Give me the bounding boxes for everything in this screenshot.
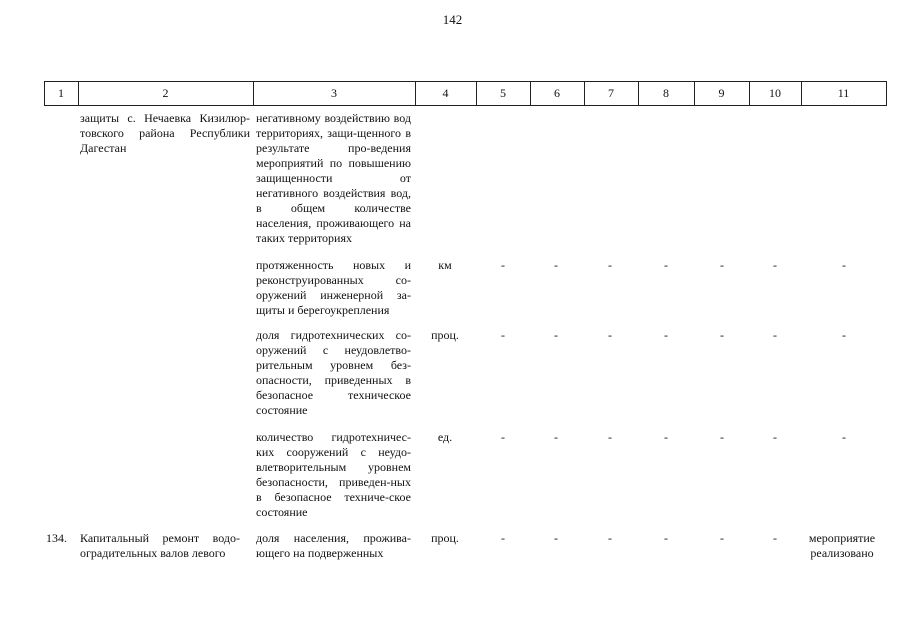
measure-name-cell: защиты с. Нечаевка Кизилюр-товского района Республики Дагестан xyxy=(80,111,250,155)
indicator-cell: доля гидротехнических со-оружений с неудовлетво-рительным уровнем без-опасности, приведенных в безопасное техническое состояние xyxy=(256,328,411,417)
header-cell: 9 xyxy=(718,86,725,100)
value-cell: - xyxy=(773,430,777,444)
row-number-cell: 134. xyxy=(46,531,67,545)
value-cell: - xyxy=(773,258,777,272)
header-cell: 10 xyxy=(769,86,781,100)
value-cell: - xyxy=(554,258,558,272)
header-cell: 1 xyxy=(58,86,64,100)
value-cell: - xyxy=(664,258,668,272)
indicator-cell: количество гидротехничес-ких сооружений с неудо-влетворительным уровнем безопасности, приведен-ных в безопасное техниче-ское состояние xyxy=(256,430,411,519)
result-cell: - xyxy=(842,430,846,444)
header-cell: 6 xyxy=(554,86,560,100)
header-cell: 2 xyxy=(162,86,169,100)
result-cell: - xyxy=(842,258,846,272)
value-cell: - xyxy=(773,328,777,342)
value-cell: - xyxy=(720,328,724,342)
measure-name-cell: Капитальный ремонт водо-оградительных валов левого xyxy=(80,531,240,560)
value-cell: - xyxy=(773,531,777,545)
unit-cell: проц. xyxy=(431,531,459,545)
header-cell: 7 xyxy=(608,86,614,100)
result-cell: мероприятие реализовано xyxy=(808,531,876,560)
header-cell: 11 xyxy=(837,86,850,100)
page-number: 142 xyxy=(442,12,463,27)
value-cell: - xyxy=(554,328,558,342)
result-cell: - xyxy=(842,328,846,342)
value-cell: - xyxy=(554,430,558,444)
indicator-cell: протяженность новых и реконструированных со-оружений инженерной за-щиты и берегоукрепления xyxy=(256,258,411,317)
value-cell: - xyxy=(608,328,612,342)
unit-cell: ед. xyxy=(437,430,453,444)
header-cell: 4 xyxy=(442,86,449,100)
value-cell: - xyxy=(720,258,724,272)
header-cell: 8 xyxy=(663,86,669,100)
value-cell: - xyxy=(501,430,505,444)
value-cell: - xyxy=(501,531,505,545)
value-cell: - xyxy=(664,430,668,444)
value-cell: - xyxy=(554,531,558,545)
header-cell: 5 xyxy=(500,86,506,100)
header-cell: 3 xyxy=(331,86,337,100)
indicator-cell: доля населения, прожива-ющего на подверженных xyxy=(256,531,411,560)
value-cell: - xyxy=(608,531,612,545)
value-cell: - xyxy=(501,328,505,342)
value-cell: - xyxy=(720,531,724,545)
value-cell: - xyxy=(720,430,724,444)
value-cell: - xyxy=(664,328,668,342)
unit-cell: км xyxy=(438,258,452,272)
value-cell: - xyxy=(608,430,612,444)
value-cell: - xyxy=(608,258,612,272)
unit-cell: проц. xyxy=(431,328,459,342)
indicator-cell: негативному воздействию вод территориях, защи-щенного в результате про-ведения мероприятий по повышению защищенности от негативного воздействия вод, в общем количестве населения, проживающего на таких территориях xyxy=(256,111,411,245)
value-cell: - xyxy=(664,531,668,545)
value-cell: - xyxy=(501,258,505,272)
